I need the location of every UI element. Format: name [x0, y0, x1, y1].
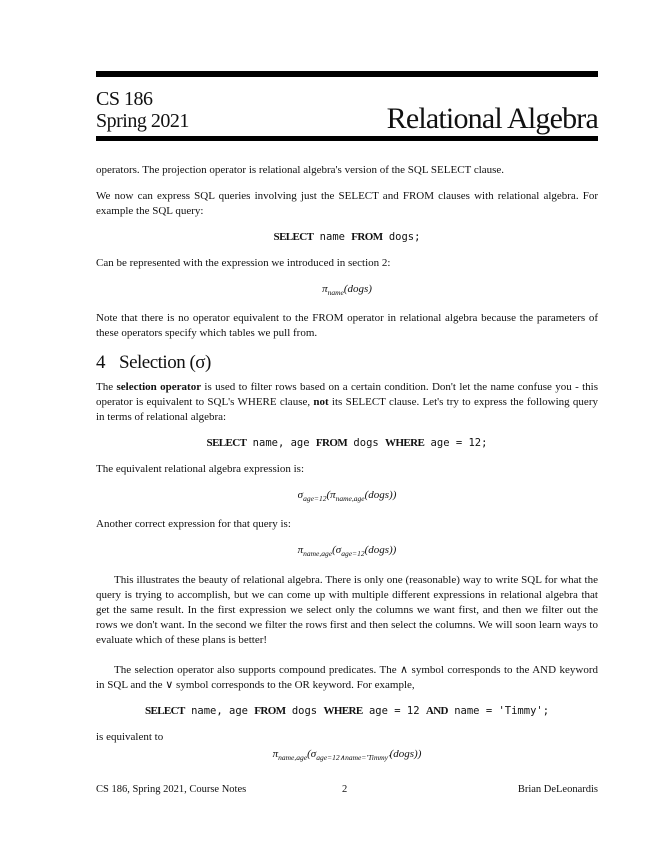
sql-keyword: SELECT	[273, 231, 314, 243]
paragraph-beauty: This illustrates the beauty of relational algebra. There is only one (reasonable) way to write SQL for what the query is trying to accomplish, but we can come up with multiple different expressions in relational algebra that get the same result. In the first expression we select only the columns we want first, and then we filter out the rows we don't want. In the second we filter the rows first and then select the columns. We will soon learn ways to evaluate which of these plans is better!	[96, 573, 598, 646]
section-heading-selection	[96, 352, 598, 374]
sql-text: age = 12;	[424, 437, 488, 450]
sql-keyword: WHERE	[323, 704, 363, 717]
math-symbol: π	[272, 747, 279, 760]
math-subscript: age=12∧name='Timmy'	[316, 752, 390, 762]
math-symbol: (σ	[332, 544, 342, 557]
math-argument: (dogs))	[364, 544, 397, 557]
sql-text: dogs	[347, 437, 386, 450]
math-subscript: name,age	[335, 494, 365, 504]
paragraph-selection-operator	[96, 380, 598, 425]
math-subscript: name,age	[278, 752, 308, 762]
expression-4	[96, 747, 598, 765]
expression-2	[96, 488, 598, 506]
text-run: is used to filter rows based on a certain condition. Don't let the name confuse you - this operator is equivalent to SQL's WHERE clause,	[96, 381, 598, 409]
math-symbol: π	[322, 283, 328, 295]
header-bottom-rule	[96, 136, 598, 141]
section-number: 4	[96, 352, 105, 374]
sql-text: name = 'Timmy';	[447, 704, 550, 717]
paragraph-compound: The selection operator also supports compound predicates. The ∧ symbol corresponds to the AND keyword in SQL and the ∨ symbol corresponds to the OR keyword. For example,	[96, 663, 598, 691]
expression-1	[96, 282, 598, 300]
math-subscript: name,age	[303, 549, 333, 559]
paragraph-sql-queries: We now can express SQL queries involving just the SELECT and FROM clauses with relational algebra. For example the SQL query:	[96, 190, 598, 217]
paragraph-another: Another correct expression for that query is:	[96, 518, 291, 531]
math-subscript: age=12	[341, 549, 365, 559]
course-term: Spring 2021	[96, 110, 189, 132]
bold-term: not	[313, 396, 329, 409]
math-argument: (dogs))	[389, 747, 422, 760]
bold-term: selection operator	[116, 381, 202, 394]
math-symbol: (π	[326, 489, 336, 502]
math-symbol: π	[297, 544, 304, 557]
sql-keyword: FROM	[351, 231, 383, 243]
sql-text: name, age	[246, 437, 316, 450]
paragraph-equivalent: The equivalent relational algebra expression is:	[96, 463, 305, 476]
sql-text: name	[313, 231, 352, 243]
sql-text: age = 12	[362, 704, 426, 717]
math-symbol: (σ	[307, 747, 317, 760]
footer-author: Brian DeLeonardis	[517, 784, 598, 795]
math-argument: (dogs))	[364, 489, 397, 502]
math-subscript: age=12	[303, 494, 327, 504]
sql-text: name, age	[184, 704, 255, 717]
sql-query-1	[96, 230, 598, 245]
page-content	[96, 163, 598, 776]
footer-course-notes: CS 186, Spring 2021, Course Notes	[96, 784, 247, 795]
expression-3	[96, 543, 598, 561]
document-title: Relational Algebra	[386, 102, 598, 135]
math-symbol: σ	[297, 489, 304, 502]
course-code: CS 186	[96, 88, 153, 110]
paragraph-represented: Can be represented with the expression we introduced in section 2:	[96, 257, 391, 269]
sql-query-2	[96, 436, 598, 451]
sql-keyword: FROM	[254, 704, 286, 717]
text-run: its SELECT clause. Let's try to express the following query in terms of relational algebra:	[96, 396, 598, 424]
sql-keyword: SELECT	[144, 704, 185, 717]
footer-page-number: 2	[342, 784, 348, 795]
paragraph-is-equivalent: is equivalent to	[96, 730, 164, 743]
paragraph-from-note: Note that there is no operator equivalent to the FROM operator in relational algebra because the parameters of these operators specify which tables we pull from.	[96, 312, 598, 340]
math-subscript: name	[327, 288, 344, 298]
header-top-rule	[96, 71, 598, 77]
sql-query-3	[96, 704, 598, 719]
sql-keyword: SELECT	[206, 437, 247, 450]
text-run: The	[96, 381, 117, 394]
math-argument: (dogs)	[343, 283, 372, 295]
sql-keyword: FROM	[315, 437, 348, 450]
course-info	[96, 88, 189, 132]
sql-text: dogs;	[382, 231, 421, 243]
sql-keyword: AND	[425, 704, 448, 717]
section-title: Selection (σ)	[119, 352, 211, 374]
sql-keyword: WHERE	[385, 437, 425, 450]
paragraph-projection-intro: operators. The projection operator is relational algebra's version of the SQL SELECT clause.	[96, 164, 505, 176]
sql-text: dogs	[285, 704, 324, 717]
